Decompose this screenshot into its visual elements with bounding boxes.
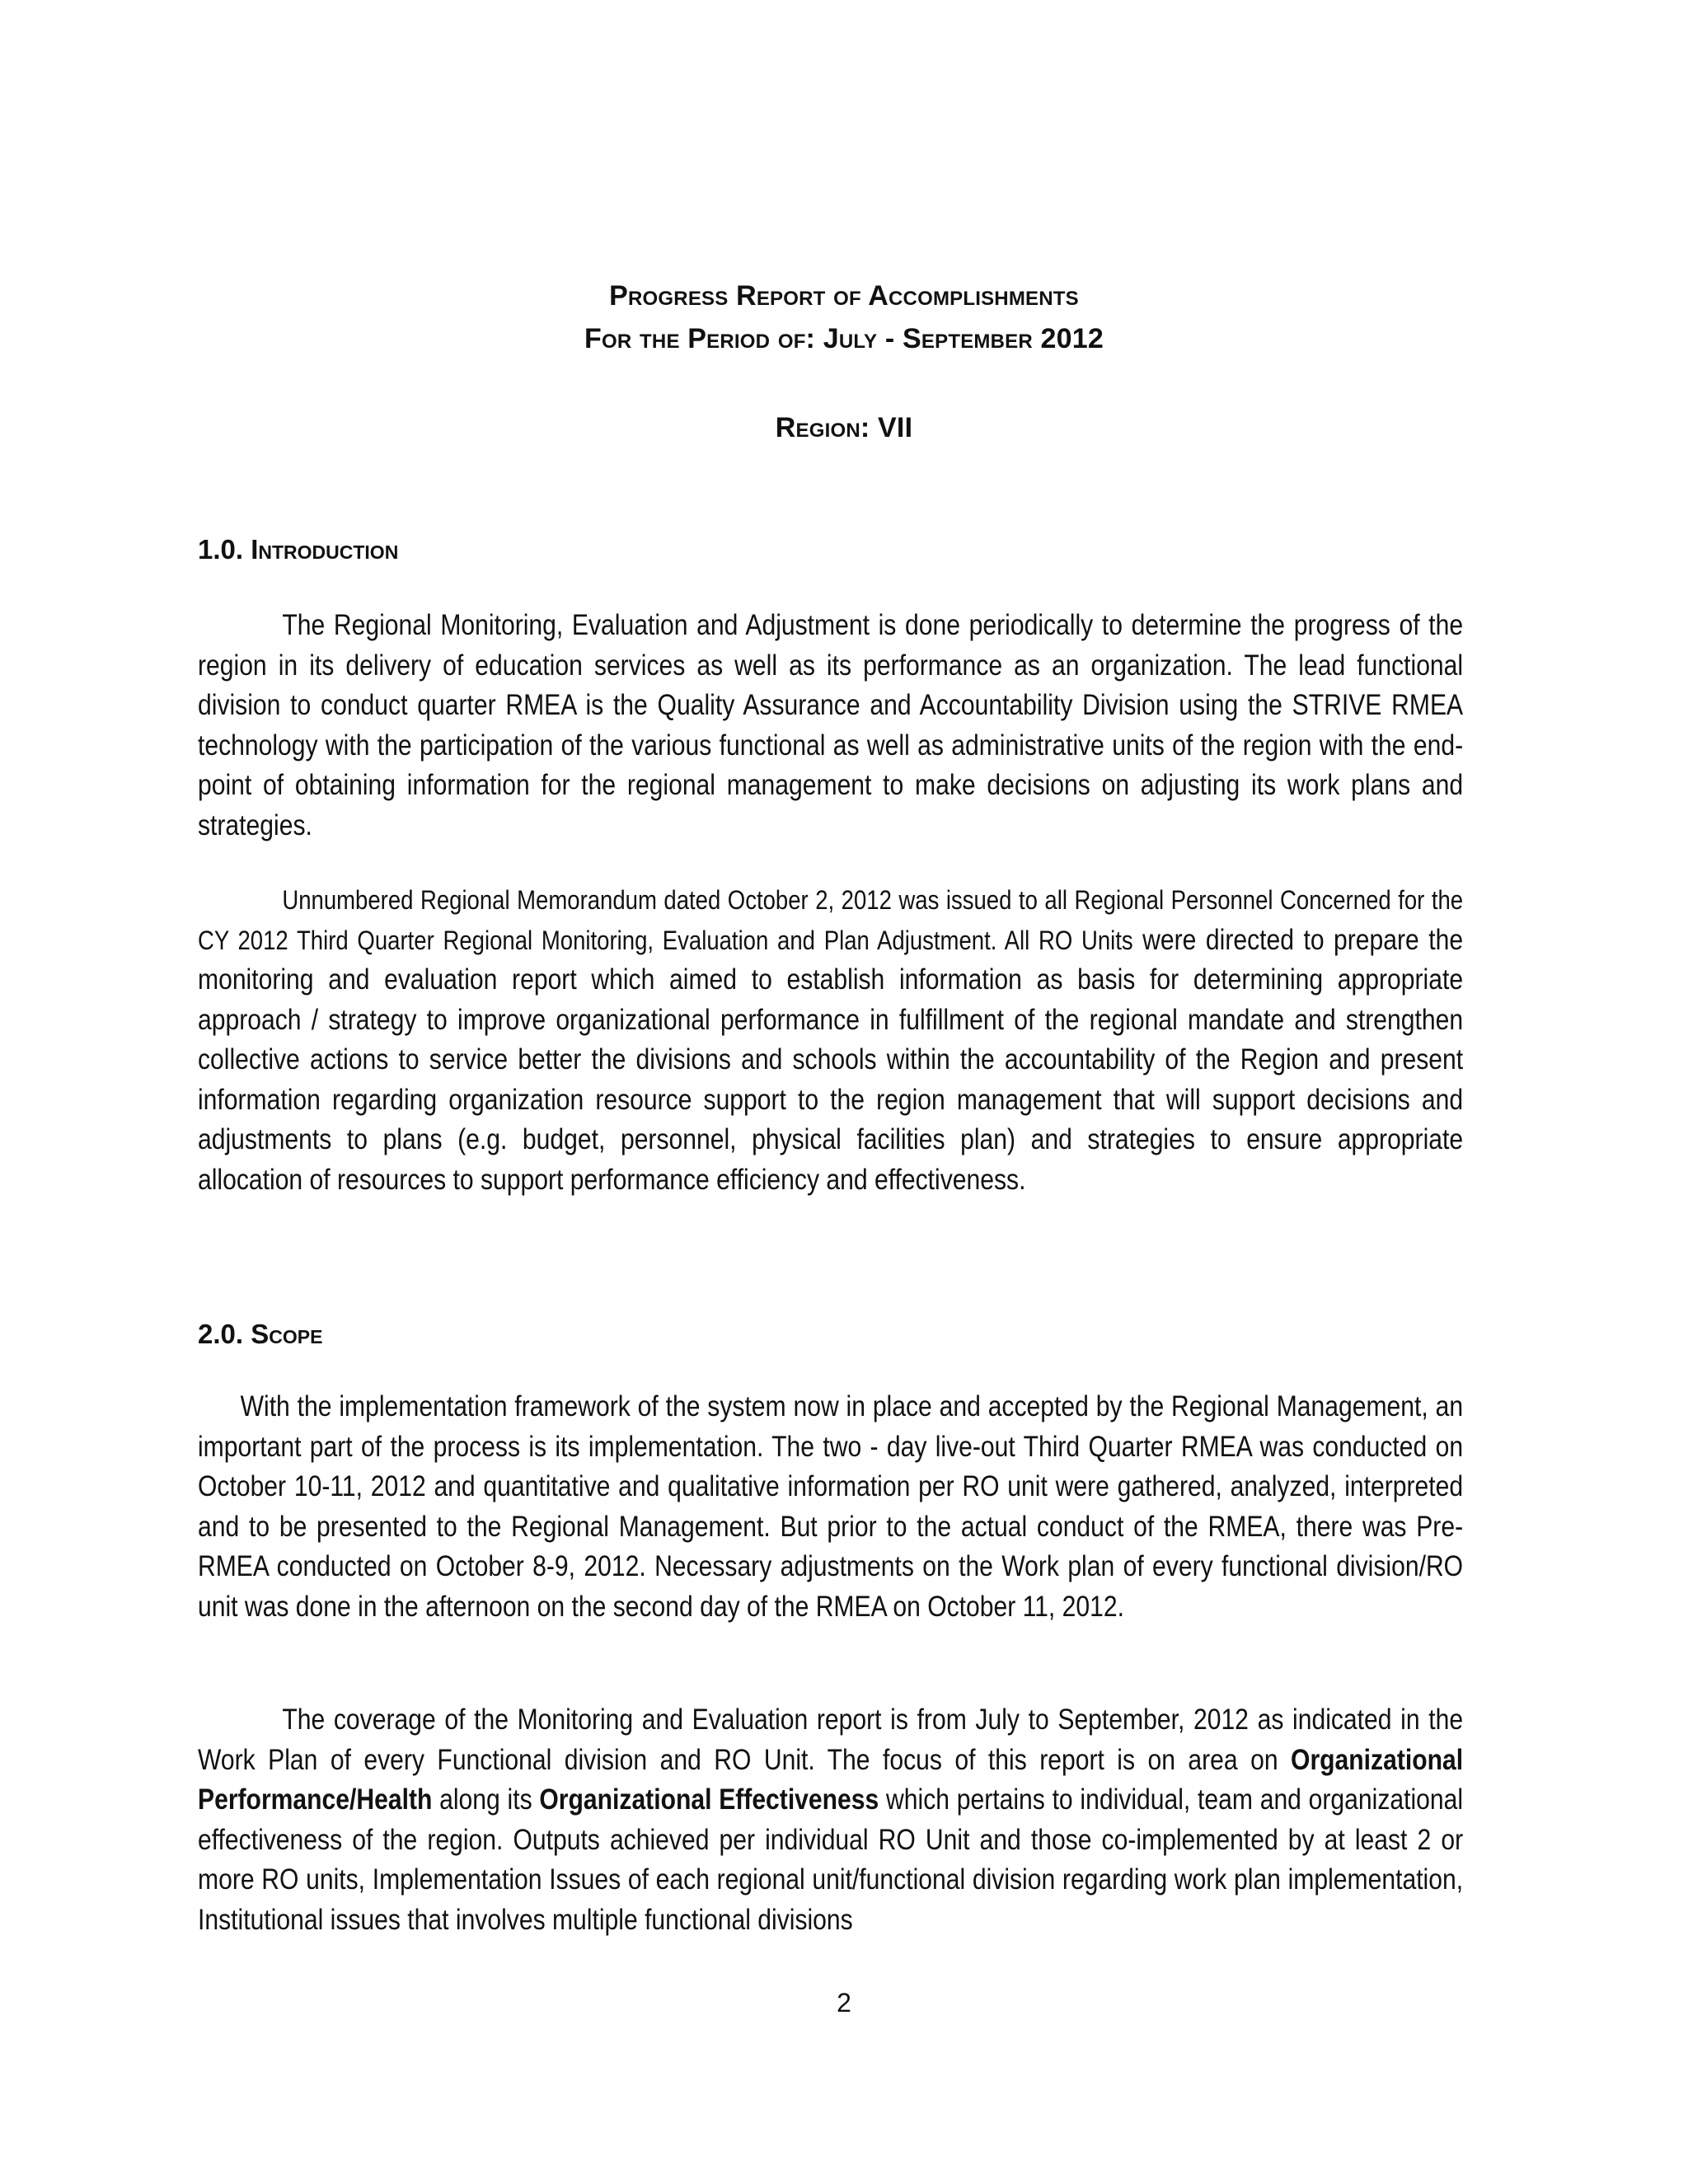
scope-paragraph-2 [198, 1700, 1463, 1940]
report-period: For the Period of: July - September 2012 [584, 323, 1104, 354]
scope-bold-org-effectiveness: Organizational Effectiveness [539, 1783, 879, 1816]
scope-paragraph-1-text: With the implementation framework of the system now in place and accepted by the Regional Management, an important part of the process is its implementation. The two - day live-out Third Quarter RMEA was conducted on October 10-11, 2012 and quantitative and qualitative information per RO unit were gathered, analyzed, interpreted and to be presented to the Regional Management. But prior to the actual conduct of the RMEA, there was Pre-RMEA conducted on October 8-9, 2012. Necessary adjustments on the Work plan of every functional division/RO unit was done in the afternoon on the second day of the RMEA on October 11, 2012. [198, 1390, 1464, 1623]
intro-paragraph-2 [198, 880, 1463, 1200]
report-title: Progress Report of Accomplishments [609, 280, 1079, 312]
section-heading-introduction: 1.0. Introduction [198, 534, 399, 565]
intro-paragraph-2-rest: were directed to prepare the monitoring and evaluation report which aimed to establish information as basis for determining appropriate approach / strategy to improve organizational performance in fulfillment of the regional mandate and strengthen collective actions to service better the divisions and schools within the accountability of the Region and present information regarding organization resource support to the region management that will support decisions and adjustments to plans (e.g. budget, personnel, physical facilities plan) and strategies to ensure appropriate allocation of resources to support performance efficiency and effectiveness. [198, 923, 1464, 1196]
scope-bold-org-performance: Organizational Performance/Health [198, 1743, 1464, 1816]
intro-paragraph-1 [198, 606, 1463, 846]
scope-paragraph-2-a: The coverage of the Monitoring and Evaluation report is from July to September, 2012 as indicated in the Work Plan of every Functional division and RO Unit. The focus of this report is on area on [198, 1704, 1464, 1776]
report-region: Region: VII [775, 412, 913, 443]
scope-paragraph-2-c: which pertains to individual, team and organizational effectiveness of the region. Outputs achieved per individual RO Unit and those co-implemented by at least 2 or more RO units, Implementation Issues of each regional unit/functional division regarding work plan implementation, Institutional issues that involves multiple functional divisions [198, 1783, 1464, 1936]
scope-paragraph-2-b: along its [432, 1783, 540, 1816]
page-number: 2 [837, 1988, 851, 2018]
intro-paragraph-2-lead: Unnumbered Regional Memorandum dated October 2, 2012 was issued to all Regional Personnel Concerned for the CY 2012 Third Quarter Regional Monitoring, Evaluation and Plan Adjustment. All RO Units [198, 885, 1464, 955]
intro-paragraph-1-text: The Regional Monitoring, Evaluation and Adjustment is done periodically to determine the progress of the region in its delivery of education services as well as its performance as an organization. The lead functional division to conduct quarter RMEA is the Quality Assurance and Accountability Division using the STRIVE RMEA technology with the participation of the various functional as well as administrative units of the region with the end-point of obtaining information for the regional management to make decisions on adjusting its work plans and strategies. [198, 609, 1464, 841]
scope-paragraph-1 [198, 1387, 1463, 1627]
section-heading-scope: 2.0. Scope [198, 1319, 323, 1349]
